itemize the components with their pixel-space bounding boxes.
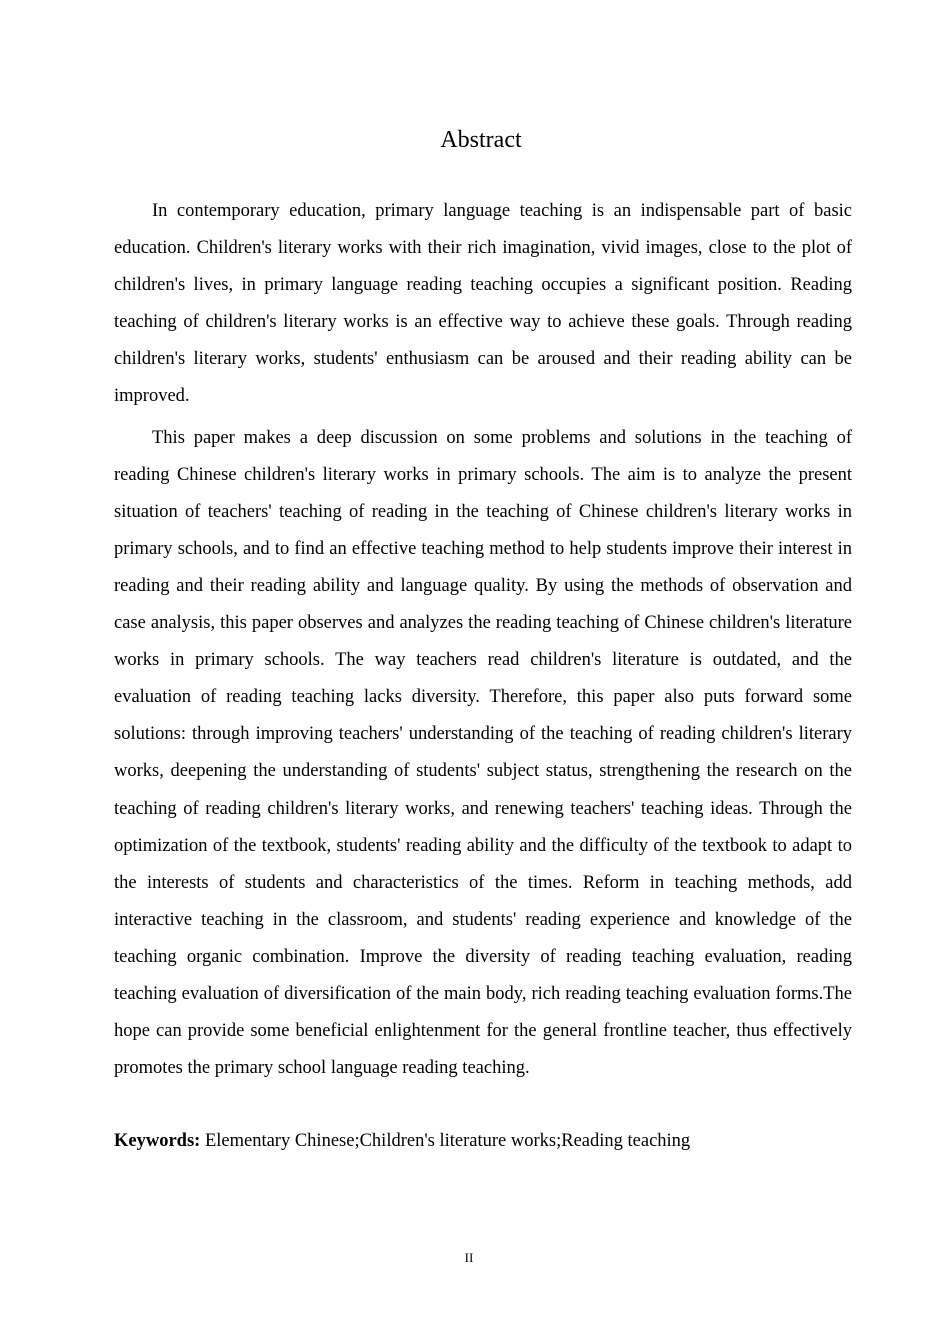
keywords-label: Keywords: (114, 1131, 201, 1151)
abstract-body (114, 193, 852, 1087)
page-number: II (464, 1250, 474, 1265)
keywords-text: Elementary Chinese;Children's literature works;Reading teaching (200, 1131, 691, 1151)
abstract-paragraph-2: This paper makes a deep discussion on some problems and solutions in the teaching of reading Chinese children's literary works in primary schools. The aim is to analyze the present situation of teachers' teaching of reading in the teaching of Chinese children's literary works in primary schools, and to find an effective teaching method to help students improve their interest in reading and their reading ability and language quality. By using the methods of observation and case analysis, this paper observes and analyzes the reading teaching of Chinese children's literature works in primary schools. The way teachers read children's literature is outdated, and the evaluation of reading teaching lacks diversity. Therefore, this paper also puts forward some solutions: through improving teachers' understanding of the teaching of reading children's literary works, deepening the understanding of students' subject status, strengthening the research on the teaching of reading children's literary works, and renewing teachers' teaching ideas. Through the optimization of the textbook, students' reading ability and the difficulty of the textbook to adapt to the interests of students and characteristics of the times. Reform in teaching methods, add interactive teaching in the classroom, and students' reading experience and knowledge of the teaching organic combination. Improve the diversity of reading teaching evaluation, reading teaching evaluation of diversification of the main body, rich reading teaching evaluation forms.The hope can provide some beneficial enlightenment for the general frontline teacher, thus effectively promotes the primary school language reading teaching. (114, 427, 852, 1079)
keywords-line (114, 1124, 852, 1158)
abstract-paragraph-1: In contemporary education, primary language teaching is an indispensable part of basic education. Children's literary works with their rich imagination, vivid images, close to the plot of children's lives, in primary language reading teaching occupies a significant position. Reading teaching of children's literary works is an effective way to achieve these goals. Through reading children's literary works, students' enthusiasm can be aroused and their reading ability can be improved. (114, 201, 852, 407)
abstract-title: Abstract (440, 127, 522, 153)
